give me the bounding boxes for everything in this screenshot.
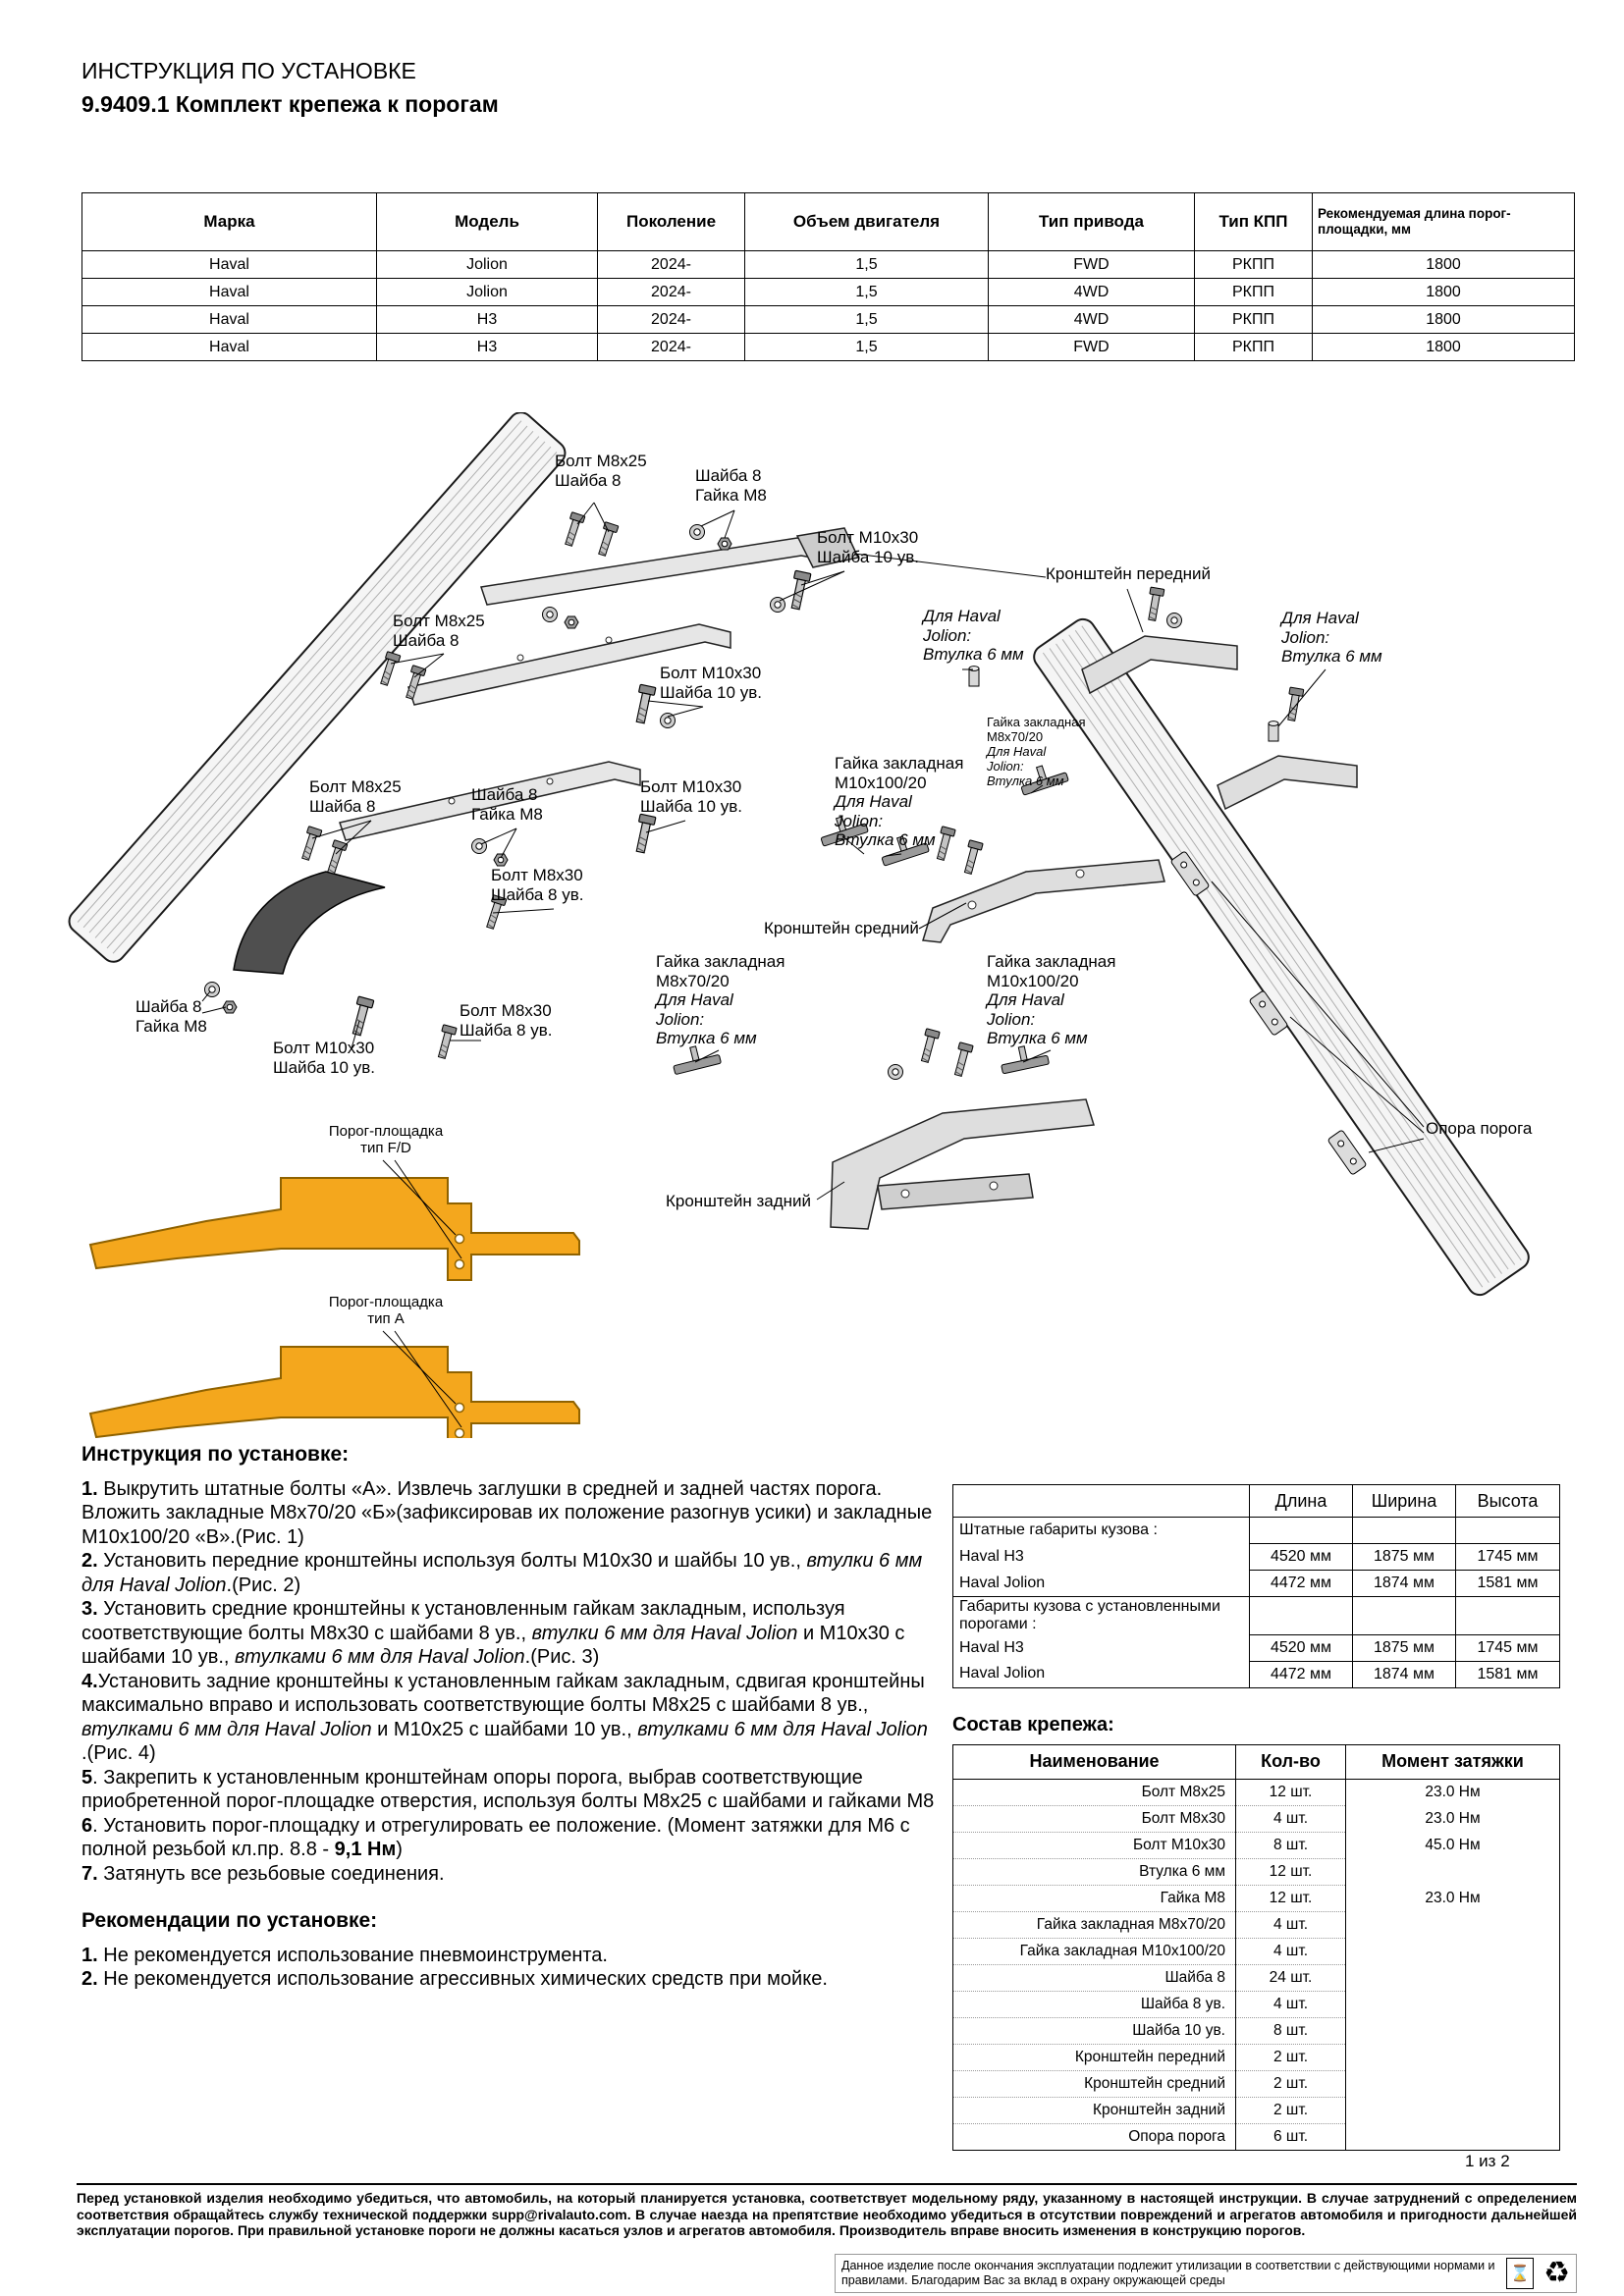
dims-model-label: Haval Jolion (953, 1661, 1250, 1687)
sill-platform-fd (90, 1178, 579, 1280)
exploded-view-illustration (59, 412, 1571, 1438)
diagram-label-line: Втулка 6 мм (987, 774, 1064, 788)
hardware-name: Гайка закладная М8х70/20 (953, 1911, 1236, 1938)
recycling-icon: ♻ (1543, 2257, 1570, 2289)
washer-icon (472, 839, 487, 854)
diagram-label-line: Болт М10х30 (273, 1039, 375, 1057)
instruction-step: 5. Закрепить к установленным кронштейнам опоры порога, выбрав соответствующие приобретенной порог-площадке отверстия, используя болты М8х25 с шайбами и гайками М8 (81, 1766, 935, 1812)
hardware-name: Болт М10х30 (953, 1832, 1236, 1858)
vehicle-table-cell: 1800 (1313, 306, 1575, 334)
dims-model-label: Haval H3 (953, 1544, 1250, 1571)
diagram-label-line: Кронштейн средний (764, 919, 919, 937)
vehicle-table-cell: FWD (989, 334, 1195, 361)
vehicle-table-cell: 4WD (989, 306, 1195, 334)
middle-bracket (923, 860, 1164, 942)
front-bracket-plate (481, 538, 833, 605)
body-dimensions-table (952, 1484, 1560, 1688)
nut-icon (718, 538, 731, 550)
hardware-name: Гайка закладная М10х100/20 (953, 1938, 1236, 1964)
vehicle-table-cell: 2024- (598, 306, 745, 334)
hardware-row (953, 1805, 1560, 1832)
vehicle-table-cell: 1,5 (745, 279, 989, 306)
right-column (952, 1484, 1559, 2151)
dims-cell: 4472 мм (1250, 1661, 1353, 1687)
diagram-label-line: Шайба 10 ув. (817, 547, 919, 566)
recycle-note-text: Данное изделие после окончания эксплуатации подлежит утилизации в соответствии с действующими нормами и правилами. Благодарим Вас за вклад в охрану окружающей среды (841, 2259, 1495, 2287)
bolt-icon (298, 827, 322, 862)
hardware-header: Момент затяжки (1346, 1744, 1560, 1779)
dims-model-label: Haval Jolion (953, 1571, 1250, 1597)
hardware-torque (1346, 1938, 1560, 1964)
diagram-label-line: Гайка закладная (987, 952, 1116, 971)
vehicle-table-cell: 1800 (1313, 334, 1575, 361)
vehicle-table-cell: Haval (82, 334, 377, 361)
dims-cell (1456, 1518, 1560, 1544)
dims-cell (1250, 1597, 1353, 1635)
vehicle-table-header: Марка (82, 193, 377, 251)
vehicle-table-header: Тип привода (989, 193, 1195, 251)
bolt-icon (1145, 587, 1164, 621)
recommendations (81, 1909, 938, 1992)
disclaimer-text: Перед установкой изделия необходимо убедиться, что автомобиль, на который планируется установка, соответствует модельному ряду, указанному в настоящей инструкции. В случае затруднений с определением соответствия обращайтесь службу технической поддержки supp@rivalauto.com. В случае наезда на препятствие необходимо убедиться в отсутствии повреждений и агрегатов автомобиля и пригодности дальнейшей эксплуатации порогов. При правильной установке пороги не должны касаться узлов и агрегатов автомобиля. Производитель вправе вносить изменения в конструкцию порогов. (77, 2183, 1577, 2239)
diagram-label-line: Для Haval (656, 990, 733, 1009)
hardware-table (952, 1744, 1560, 2151)
front-bracket-left (797, 528, 858, 567)
hardware-row (953, 1911, 1560, 1938)
hardware-header-row (953, 1744, 1560, 1779)
dims-header-row (953, 1485, 1560, 1518)
washer-icon (205, 983, 220, 997)
dims-model-label: Haval H3 (953, 1634, 1250, 1661)
dims-cell: 1581 мм (1456, 1571, 1560, 1597)
vehicle-table-cell: РКПП (1195, 251, 1313, 279)
diagram-label-line: Шайба 8 ув. (491, 884, 584, 904)
diagram-label-line: Болт М10х30 (640, 777, 742, 796)
diagram-label-line: Втулка 6 мм (835, 830, 936, 849)
vehicle-table-cell: Jolion (377, 279, 598, 306)
diagram-label-line: Для Haval (987, 744, 1047, 759)
disposal-hourglass-icon: ⌛ (1506, 2258, 1534, 2289)
bolt-icon (934, 827, 955, 861)
hardware-row (953, 1964, 1560, 1991)
hardware-row (953, 1885, 1560, 1911)
diagram-label-line: Гайка закладная (656, 952, 785, 971)
bolt-icon (562, 512, 585, 548)
vehicle-table-cell: РКПП (1195, 279, 1313, 306)
hardware-qty: 2 шт. (1236, 2044, 1346, 2070)
vehicle-table-header: Объем двигателя (745, 193, 989, 251)
dims-row (953, 1661, 1560, 1687)
dims-cell: 1874 мм (1353, 1661, 1456, 1687)
recycle-note (835, 2254, 1577, 2293)
diagram-label-line: Кронштейн задний (666, 1192, 812, 1210)
exploded-view-diagram (59, 412, 1571, 1438)
bolt-icon (324, 840, 348, 876)
instruction-step: 1. Выкрутить штатные болты «А». Извлечь заглушки в средней и задней частях порога. Вложить закладные М8х70/20 «Б»(зафиксировав их положение разогнув усики) и закладные М10х100/20 «В».(Рис. 1) (81, 1477, 933, 1548)
diagram-label-line: Для Haval (923, 607, 1001, 625)
dims-cell (1456, 1597, 1560, 1635)
hardware-qty: 4 шт. (1236, 1805, 1346, 1832)
bolt-icon (1284, 687, 1304, 721)
dims-cell: 1581 мм (1456, 1661, 1560, 1687)
diagram-label-line: Втулка 6 мм (1281, 647, 1382, 666)
diagram-label-line: Порог-площадка (328, 1123, 444, 1140)
diagram-label-line: Jolion: (987, 759, 1024, 774)
bolt-icon (435, 1025, 457, 1059)
hardware-name: Кронштейн средний (953, 2070, 1236, 2097)
dims-cell: 1874 мм (1353, 1571, 1456, 1597)
diagram-label-line: Для Haval (987, 990, 1064, 1009)
vehicle-table-cell: РКПП (1195, 334, 1313, 361)
diagram-label-line: Шайба 8 (309, 796, 376, 816)
dims-cell (1250, 1518, 1353, 1544)
sill-support-icon (1327, 1130, 1367, 1175)
diagram-label-line: Jolion: (835, 811, 884, 830)
dims-cell (1353, 1597, 1456, 1635)
dims-cell: 4520 мм (1250, 1634, 1353, 1661)
hardware-qty: 4 шт. (1236, 1938, 1346, 1964)
anchor-nut-icon (878, 829, 930, 866)
recommendation-item: 1. Не рекомендуется использование пневмоинструмента. (81, 1944, 608, 1966)
hardware-heading: Состав крепежа: (952, 1713, 1114, 1735)
dims-header: Ширина (1353, 1485, 1456, 1518)
vehicle-table-cell: 4WD (989, 279, 1195, 306)
hardware-qty: 12 шт. (1236, 1779, 1346, 1805)
hardware-name: Опора порога (953, 2123, 1236, 2150)
vehicle-table-cell: 2024- (598, 251, 745, 279)
bolt-icon (349, 996, 373, 1037)
vehicle-table-row (82, 306, 1575, 334)
hardware-row (953, 1832, 1560, 1858)
doc-title-line1: ИНСТРУКЦИЯ ПО УСТАНОВКЕ (81, 58, 416, 83)
hardware-name: Шайба 10 ув. (953, 2017, 1236, 2044)
vehicle-table-cell: Jolion (377, 251, 598, 279)
diagram-label-line: Гайка М8 (135, 1016, 207, 1036)
diagram-label-line: Шайба 8 (471, 785, 538, 804)
middle-bracket-plate (408, 624, 731, 705)
hardware-name: Болт М8х25 (953, 1779, 1236, 1805)
diagram-label-line: Болт М8х25 (555, 452, 647, 470)
vehicle-table-header: Модель (377, 193, 598, 251)
hardware-name: Гайка М8 (953, 1885, 1236, 1911)
diagram-label-line: Шайба 10 ув. (640, 796, 742, 816)
diagram-label-line: Шайба 8 (393, 630, 460, 650)
hardware-qty: 6 шт. (1236, 2123, 1346, 2150)
hardware-row (953, 2123, 1560, 2150)
instruction-step: 7. Затянуть все резьбовые соединения. (81, 1862, 445, 1885)
hardware-torque (1346, 2123, 1560, 2150)
diagram-label-line: Опора порога (1426, 1119, 1533, 1138)
diagram-label-line: Кронштейн передний (1046, 564, 1211, 583)
diagram-label-line: Болт М8х30 (491, 866, 583, 884)
diagram-label-line: Шайба 10 ув. (660, 682, 762, 702)
rear-bracket (831, 1099, 1094, 1229)
instruction-step: 4.Установить задние кронштейны к установленным гайкам закладным, сдвигая кронштейны максимально вправо и использовать соответствующие болты М8х25 с шайбами 8 ув., втулками 6 мм для Haval Jolion и М10х25 с шайбами 10 ув., втулками 6 мм для Haval Jolion .(Рис. 4) (81, 1670, 928, 1764)
hardware-qty: 24 шт. (1236, 1964, 1346, 1991)
hardware-qty: 8 шт. (1236, 2017, 1346, 2044)
diagram-label-line: Втулка 6 мм (987, 1029, 1088, 1047)
diagram-label-line: Болт М8х25 (309, 777, 402, 796)
diagram-label-line: тип А (367, 1310, 405, 1327)
instructions-heading: Инструкция по установке: (81, 1443, 350, 1466)
vehicle-table-cell: 1,5 (745, 334, 989, 361)
hardware-row (953, 1858, 1560, 1885)
diagram-label-line: Гайка закладная (835, 754, 964, 773)
dims-block-label: Штатные габариты кузова : (953, 1518, 1250, 1544)
hardware-torque (1346, 1991, 1560, 2017)
diagram-label-line: Болт М10х30 (660, 664, 762, 682)
vehicle-table-cell: FWD (989, 251, 1195, 279)
anchor-nut-icon (670, 1041, 721, 1075)
dims-cell: 4520 мм (1250, 1544, 1353, 1571)
hardware-torque (1346, 2070, 1560, 2097)
hardware-row (953, 2097, 1560, 2123)
right-running-board (1030, 614, 1534, 1300)
vehicle-table-row (82, 279, 1575, 306)
bolt-icon (787, 570, 811, 610)
vehicle-table-cell: 1800 (1313, 279, 1575, 306)
dims-row (953, 1634, 1560, 1661)
diagram-label-line: Шайба 8 ув. (460, 1020, 553, 1040)
diagram-label-line: Для Haval (1281, 609, 1359, 627)
dims-cell: 4472 мм (1250, 1571, 1353, 1597)
dims-block-label: Габариты кузова с установленными порогами : (953, 1597, 1250, 1635)
diagram-label-line: Шайба 8 (695, 466, 762, 485)
hardware-name: Втулка 6 мм (953, 1858, 1236, 1885)
bolt-icon (632, 814, 656, 853)
hardware-name: Шайба 8 ув. (953, 1991, 1236, 2017)
diagram-label-line: Шайба 8 (555, 470, 622, 490)
hardware-qty: 2 шт. (1236, 2070, 1346, 2097)
vehicle-table-cell: Haval (82, 306, 377, 334)
hardware-torque: 23.0 Нм (1346, 1779, 1560, 1805)
nut-icon (565, 616, 578, 628)
instruction-step: 3. Установить средние кронштейны к установленным гайкам закладным, используя соответствующие болты М8х30 с шайбами 8 ув., втулки 6 мм для Haval Jolion и М10х30 с шайбами 10 ув., втулками 6 мм для Haval Jolion.(Рис. 3) (81, 1598, 905, 1668)
hardware-torque: 23.0 Нм (1346, 1805, 1560, 1832)
dims-cell: 1745 мм (1456, 1634, 1560, 1661)
vehicle-table-cell: Haval (82, 279, 377, 306)
bolt-icon (918, 1029, 940, 1063)
diagram-label-line: Шайба 10 ув. (273, 1057, 375, 1077)
vehicle-table-cell: 1,5 (745, 306, 989, 334)
hardware-qty: 4 шт. (1236, 1911, 1346, 1938)
rear-bracket-foot (878, 1174, 1033, 1209)
vehicle-table-cell: H3 (377, 334, 598, 361)
diagram-label-line: Втулка 6 мм (656, 1029, 757, 1047)
hardware-header: Кол-во (1236, 1744, 1346, 1779)
vehicle-table-cell: 1,5 (745, 251, 989, 279)
vehicle-table-cell: РКПП (1195, 306, 1313, 334)
dims-cell: 1875 мм (1353, 1544, 1456, 1571)
recommendation-items (81, 1944, 938, 1992)
washer-icon (543, 608, 558, 622)
hardware-qty: 4 шт. (1236, 1991, 1346, 2017)
bolt-icon (632, 684, 656, 723)
diagram-label-line: М10х100/20 (987, 971, 1079, 990)
dims-cell (1353, 1518, 1456, 1544)
vehicle-table-cell: 2024- (598, 334, 745, 361)
vehicle-table-header: Поколение (598, 193, 745, 251)
dims-row (953, 1518, 1560, 1544)
rear-bracket-plate (340, 762, 640, 840)
dims-cell: 1745 мм (1456, 1544, 1560, 1571)
vehicle-table-cell: Haval (82, 251, 377, 279)
hardware-row (953, 2017, 1560, 2044)
vehicle-table-row (82, 334, 1575, 361)
diagram-label-line: Гайка М8 (471, 804, 543, 824)
dims-row (953, 1597, 1560, 1635)
hardware-row (953, 1779, 1560, 1805)
nut-icon (494, 854, 508, 866)
diagram-label-line: Jolion: (987, 1009, 1036, 1029)
washer-icon (889, 1065, 903, 1080)
hardware-torque (1346, 2044, 1560, 2070)
dims-header (953, 1485, 1250, 1518)
anchor-nut-icon (1017, 759, 1069, 795)
vehicle-table-header-row (82, 193, 1575, 251)
diagram-label-line: тип F/D (360, 1140, 411, 1156)
hardware-name: Шайба 8 (953, 1964, 1236, 1991)
washer-icon (690, 525, 705, 540)
vehicle-table-cell: 1800 (1313, 251, 1575, 279)
diagram-label-line: Порог-площадка (328, 1294, 444, 1310)
hardware-row (953, 1991, 1560, 2017)
hardware-name: Болт М8х30 (953, 1805, 1236, 1832)
bolt-icon (951, 1042, 973, 1077)
page-number: 1 из 2 (1465, 2152, 1510, 2170)
hardware-qty: 12 шт. (1236, 1885, 1346, 1911)
anchor-nut-icon (999, 1041, 1050, 1073)
dims-header: Длина (1250, 1485, 1353, 1518)
diagram-label-line: Jolion: (656, 1009, 705, 1029)
hardware-name: Кронштейн задний (953, 2097, 1236, 2123)
hardware-torque: 23.0 Нм (1346, 1885, 1560, 1911)
instruction-steps (81, 1477, 938, 1887)
vehicle-table-cell: H3 (377, 306, 598, 334)
hardware-row (953, 2044, 1560, 2070)
hardware-torque (1346, 1858, 1560, 1885)
diagram-label-line: Втулка 6 мм (923, 645, 1024, 664)
diagram-label-line: Jolion: (1281, 627, 1330, 647)
diagram-label-line: М10х100/20 (835, 773, 927, 792)
diagram-label-line: М8х70/20 (987, 729, 1044, 744)
hardware-torque (1346, 2017, 1560, 2044)
diagram-label-line: Болт М10х30 (817, 528, 919, 547)
rear-left-bracket (234, 872, 385, 974)
diagram-label-line: М8х70/20 (656, 971, 730, 990)
vehicle-table-header: Тип КПП (1195, 193, 1313, 251)
hardware-qty: 12 шт. (1236, 1858, 1346, 1885)
dims-row (953, 1571, 1560, 1597)
hardware-qty: 8 шт. (1236, 1832, 1346, 1858)
sill-platform-a (90, 1347, 579, 1438)
anchor-nut-icon (817, 810, 869, 846)
hardware-header: Наименование (953, 1744, 1236, 1779)
hardware-qty: 2 шт. (1236, 2097, 1346, 2123)
dims-header: Высота (1456, 1485, 1560, 1518)
washer-icon (1167, 614, 1182, 628)
doc-title (81, 57, 499, 118)
bolt-icon (961, 840, 983, 875)
diagram-label-line: Jolion: (923, 625, 972, 645)
recommendation-item: 2. Не рекомендуется использование агрессивных химических средств при мойке. (81, 1968, 828, 1990)
dims-row (953, 1544, 1560, 1571)
recommendations-heading: Рекомендации по установке: (81, 1909, 378, 1932)
vehicle-compatibility-table (81, 192, 1575, 361)
diagram-label-line: Болт М8х30 (460, 1001, 552, 1020)
doc-title-line2: 9.9409.1 Комплект крепежа к порогам (81, 91, 499, 117)
instruction-step: 2. Установить передние кронштейны используя болты М10х30 и шайбы 10 ув., втулки 6 мм для Haval Jolion.(Рис. 2) (81, 1550, 923, 1596)
instruction-step: 6. Установить порог-площадку и отрегулировать ее положение. (Момент затяжки для М6 с полной резьбой кл.пр. 8.8 - 9,1 Нм) (81, 1814, 910, 1860)
hardware-torque (1346, 1964, 1560, 1991)
sleeve-icon (1269, 721, 1278, 741)
diagram-label-line: Гайка закладная (987, 715, 1086, 729)
hardware-torque (1346, 2097, 1560, 2123)
side-bracket-right (1218, 756, 1357, 809)
hardware-row (953, 1938, 1560, 1964)
diagram-label-line: Шайба 8 (135, 997, 202, 1016)
dims-cell: 1875 мм (1353, 1634, 1456, 1661)
vehicle-table-cell: 2024- (598, 279, 745, 306)
hardware-torque (1346, 1911, 1560, 1938)
vehicle-table-header: Рекомендуемая длина порог-площадки, мм (1313, 193, 1575, 251)
hardware-row (953, 2070, 1560, 2097)
hardware-name: Кронштейн передний (953, 2044, 1236, 2070)
hardware-torque: 45.0 Нм (1346, 1832, 1560, 1858)
diagram-label-line: Гайка М8 (695, 485, 767, 505)
vehicle-table-row (82, 251, 1575, 279)
installation-instructions (81, 1443, 938, 1992)
diagram-label-line: Для Haval (835, 792, 912, 811)
diagram-label-line: Болт М8х25 (393, 612, 485, 630)
bolt-icon (595, 522, 619, 558)
